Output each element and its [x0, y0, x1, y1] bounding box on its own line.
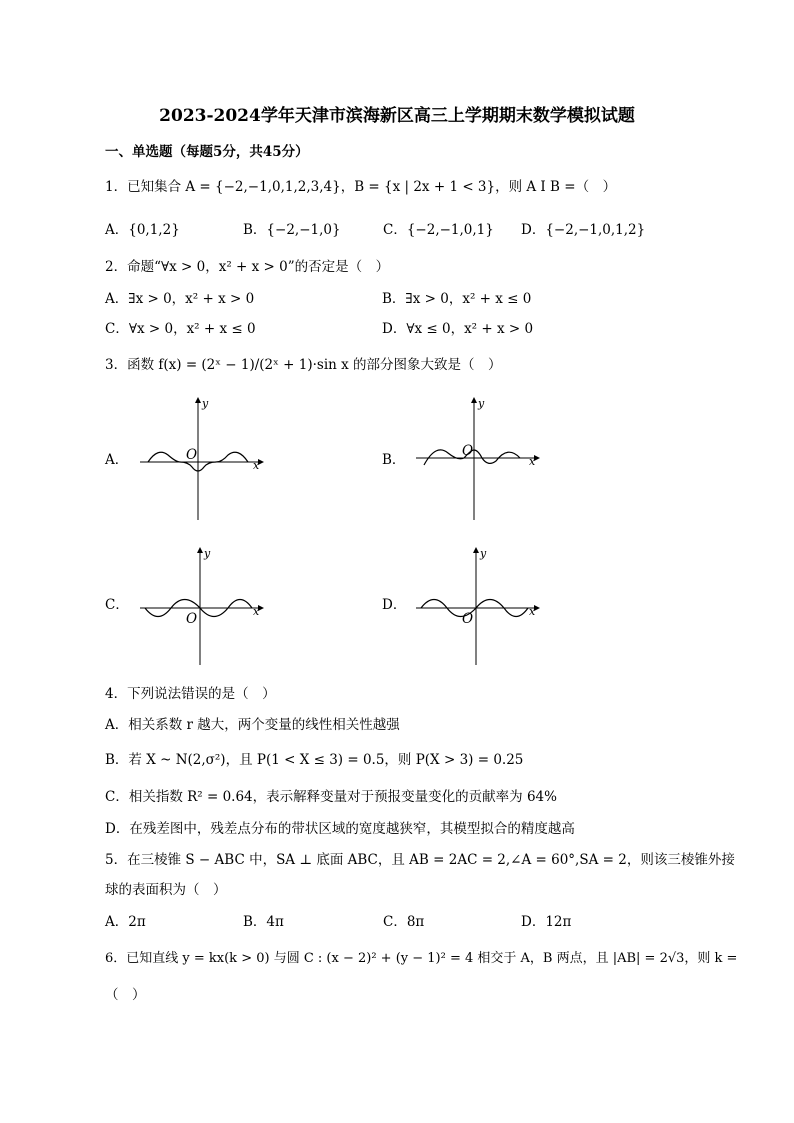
question-6-stem-line1: 6．已知直线 y = kx(k > 0) 与圆 C : (x − 2)² + (y − 1)² = 4 相交于 A，B 两点，且 |AB| = 2√3，则 k = [105, 951, 738, 966]
graph-c-label: C． [105, 597, 129, 613]
graph-a-label: A． [105, 452, 129, 468]
question-2-option-a: A．∃x > 0，x² + x > 0 [105, 291, 255, 307]
question-1-option-c: C．{−2,−1,0,1} [383, 222, 494, 238]
question-5-option-a: A．2π [105, 914, 146, 930]
graph-c-y-label: y [204, 547, 211, 560]
graph-c-x-label: x [253, 605, 260, 618]
question-1-option-b: B．{−2,−1,0} [243, 222, 341, 238]
graph-d-x-label: x [529, 605, 536, 618]
question-4-option-a: A．相关系数 r 越大，两个变量的线性相关性越强 [105, 717, 400, 733]
question-1-option-d: D．{−2,−1,0,1,2} [521, 222, 646, 238]
question-4-stem: 4．下列说法错误的是（ ） [105, 686, 276, 702]
graph-d-label: D． [382, 597, 407, 613]
graph-b [416, 395, 541, 520]
section-heading: 一、单选题（每题5分，共45分） [105, 144, 309, 160]
graph-c-origin: O [186, 611, 198, 627]
question-2-stem: 2．命题“∀x > 0，x² + x > 0”的否定是（ ） [105, 259, 390, 275]
question-4-option-b: B．若 X ~ N(2,σ²)，且 P(1 < X ≤ 3) = 0.5，则 P(X > 3) = 0.25 [105, 752, 524, 768]
graph-b-x-label: x [529, 455, 536, 468]
question-2-option-c: C．∀x > 0，x² + x ≤ 0 [105, 321, 256, 337]
question-5-option-d: D．12π [521, 914, 572, 930]
question-1-stem: 1．已知集合 A = {−2,−1,0,1,2,3,4}，B = {x | 2x + 1 < 3}，则 A I B =（ ） [105, 179, 617, 195]
question-5-stem-line2: 球的表面积为（ ） [105, 882, 227, 898]
graph-c [140, 545, 265, 670]
graph-a-origin: O [186, 447, 198, 463]
exam-title: 2023-2024学年天津市滨海新区高三上学期期末数学模拟试题 [159, 106, 635, 126]
question-6-stem-line2: （ ） [105, 987, 146, 1003]
question-4-option-c: C．相关指数 R² = 0.64，表示解释变量对于预报变量变化的贡献率为 64% [105, 789, 557, 805]
graph-a-y-label: y [202, 397, 209, 410]
question-5-option-c: C．8π [383, 914, 425, 930]
question-3-stem: 3．函数 f(x) = (2ˣ − 1)/(2ˣ + 1)·sin x 的部分图象大致是（ ） [105, 357, 502, 373]
question-1-option-a: A．{0,1,2} [105, 222, 180, 238]
question-5-option-b: B．4π [243, 914, 284, 930]
graph-d-y-label: y [480, 547, 487, 560]
graph-b-y-label: y [478, 397, 485, 410]
question-5-stem-line1: 5．在三棱锥 S − ABC 中，SA ⊥ 底面 ABC，且 AB = 2AC = 2,∠A = 60°,SA = 2，则该三棱锥外接 [105, 852, 735, 868]
graph-d [416, 545, 541, 670]
question-2-option-b: B．∃x > 0，x² + x ≤ 0 [382, 291, 532, 307]
question-4-option-d: D．在残差图中，残差点分布的带状区域的宽度越狭窄，其模型拟合的精度越高 [105, 821, 575, 837]
graph-a [140, 395, 265, 520]
graph-b-label: B． [382, 452, 406, 468]
graph-b-origin: O [462, 443, 474, 459]
graph-d-origin: O [462, 611, 474, 627]
graph-a-x-label: x [253, 459, 260, 472]
question-2-option-d: D．∀x ≤ 0，x² + x > 0 [382, 321, 534, 337]
